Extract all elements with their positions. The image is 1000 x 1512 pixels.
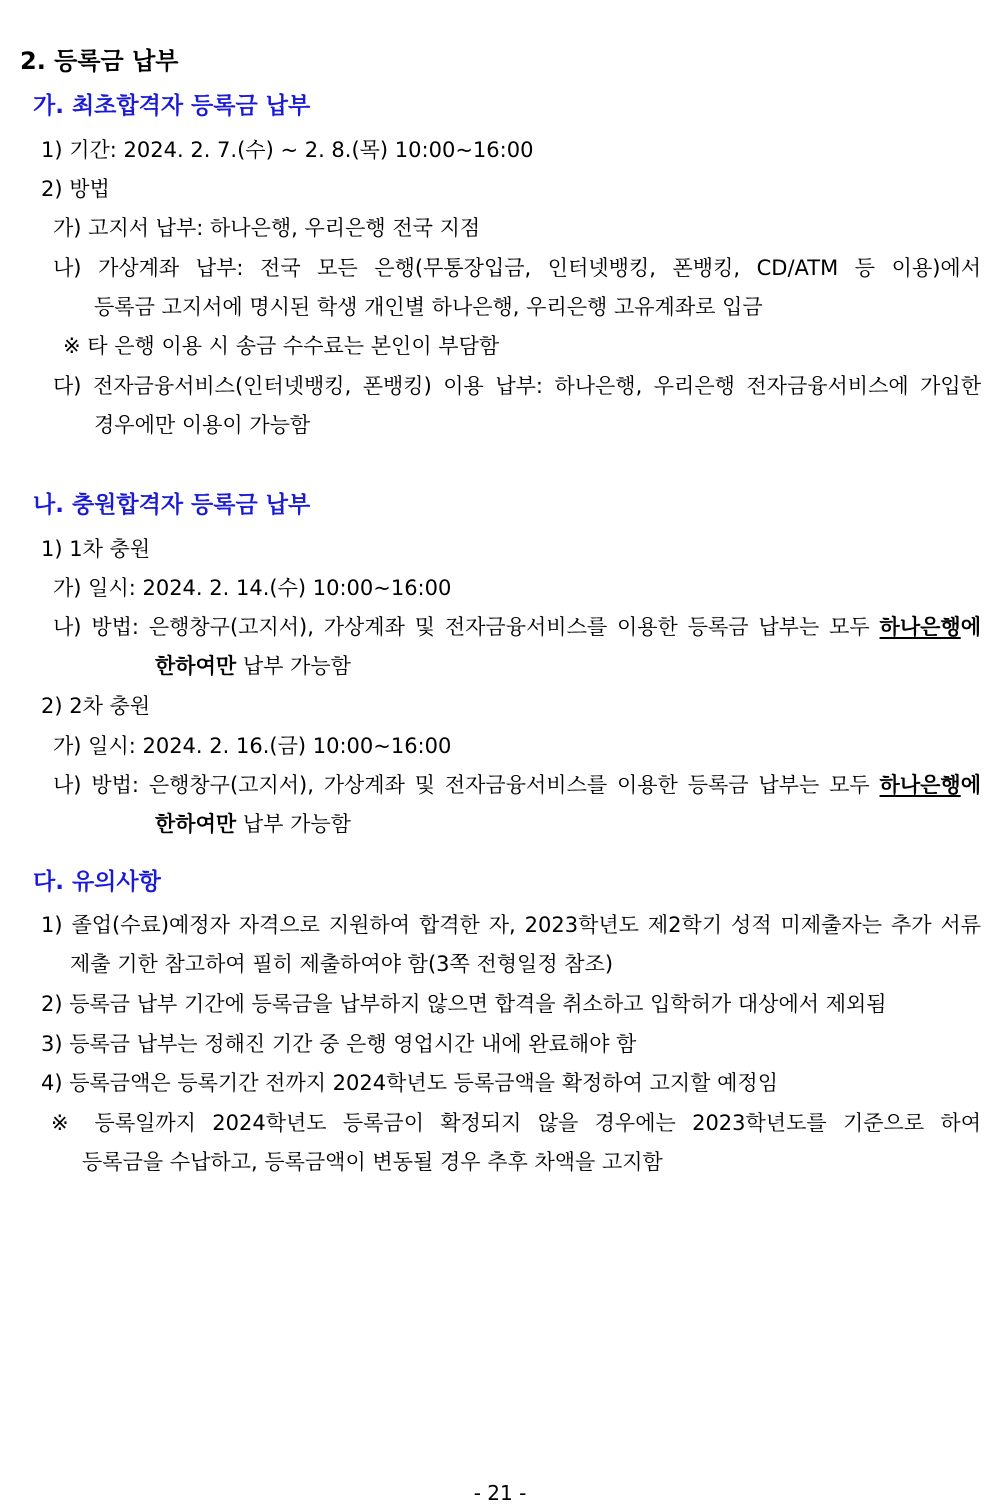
da-item1-line1: 1) 졸업(수료)예정자 자격으로 지원하여 합격한 자, 2023학년도 제2학기 성적 미제출자는 추가 서류 — [41, 913, 981, 937]
na-round1-method-rest: 납부 가능함 — [236, 654, 351, 678]
ga-sub-virtual-account-line1: 나) 가상계좌 납부: 전국 모든 은행(무통장입금, 인터넷뱅킹, 폰뱅킹, CD/ATM 등 이용)에서 — [53, 256, 981, 280]
na-round1-method-line2 — [155, 652, 351, 680]
na-round2-method-line1 — [53, 771, 981, 799]
da-note-line1: ※ 등록일까지 2024학년도 등록금이 확정되지 않을 경우에는 2023학년도를 기준으로 하여 — [51, 1111, 981, 1135]
heading-ga: 가. 최초합격자 등록금 납부 — [33, 93, 311, 119]
na-round2-date: 가) 일시: 2024. 2. 16.(금) 10:00~16:00 — [53, 734, 452, 758]
ga-sub-virtual-account-line2: 등록금 고지서에 명시된 학생 개인별 하나은행, 우리은행 고유계좌로 입금 — [94, 295, 763, 319]
ga-note-fee: ※ 타 은행 이용 시 송금 수수료는 본인이 부담함 — [63, 334, 500, 358]
ga-sub-notice-payment: 가) 고지서 납부: 하나은행, 우리은행 전국 지점 — [53, 216, 481, 240]
heading-na: 나. 충원합격자 등록금 납부 — [33, 492, 311, 518]
na-round2-method-line2 — [155, 810, 351, 838]
na-round2-bank-name: 하나은행 — [879, 773, 961, 797]
na-round2-method-text: 나) 방법: 은행창구(고지서), 가상계좌 및 전자금융서비스를 이용한 등록금 납부는 모두 — [53, 773, 870, 797]
na-round2-label: 2) 2차 충원 — [41, 694, 151, 718]
da-item4: 4) 등록금액은 등록기간 전까지 2024학년도 등록금액을 확정하여 고지할 예정임 — [41, 1071, 778, 1095]
ga-item-method: 2) 방법 — [41, 177, 110, 201]
da-item2: 2) 등록금 납부 기간에 등록금을 납부하지 않으면 합격을 취소하고 입학허가 대상에서 제외됨 — [41, 992, 887, 1016]
na-round1-method-text: 나) 방법: 은행창구(고지서), 가상계좌 및 전자금융서비스를 이용한 등록금 납부는 모두 — [53, 615, 870, 639]
da-note-line2: 등록금을 수납하고, 등록금액이 변동될 경우 추후 차액을 고지함 — [82, 1150, 663, 1174]
page-number: - 21 - — [473, 1481, 527, 1505]
na-round1-method-line1 — [53, 613, 981, 641]
heading-da: 다. 유의사항 — [33, 869, 161, 895]
na-round1-date: 가) 일시: 2024. 2. 14.(수) 10:00~16:00 — [53, 576, 452, 600]
ga-item-period: 1) 기간: 2024. 2. 7.(수) ~ 2. 8.(목) 10:00~16:00 — [41, 138, 534, 162]
na-round2-method-rest: 납부 가능함 — [236, 812, 351, 836]
na-round1-limit: 한하여만 — [155, 654, 237, 678]
na-round2-bank-suffix: 에 — [960, 773, 981, 797]
da-item3: 3) 등록금 납부는 정해진 기간 중 은행 영업시간 내에 완료해야 함 — [41, 1032, 637, 1056]
da-item1-line2: 제출 기한 참고하여 필히 제출하여야 함(3쪽 전형일정 참조) — [70, 952, 614, 976]
ga-sub-e-banking-line1: 다) 전자금융서비스(인터넷뱅킹, 폰뱅킹) 이용 납부: 하나은행, 우리은행 전자금융서비스에 가입한 — [53, 374, 981, 398]
na-round1-bank-name: 하나은행 — [879, 615, 961, 639]
na-round1-label: 1) 1차 충원 — [41, 537, 151, 561]
ga-sub-e-banking-line2: 경우에만 이용이 가능함 — [94, 413, 311, 437]
section-title: 2. 등록금 납부 — [20, 47, 179, 75]
na-round2-limit: 한하여만 — [155, 812, 237, 836]
na-round1-bank-suffix: 에 — [960, 615, 981, 639]
